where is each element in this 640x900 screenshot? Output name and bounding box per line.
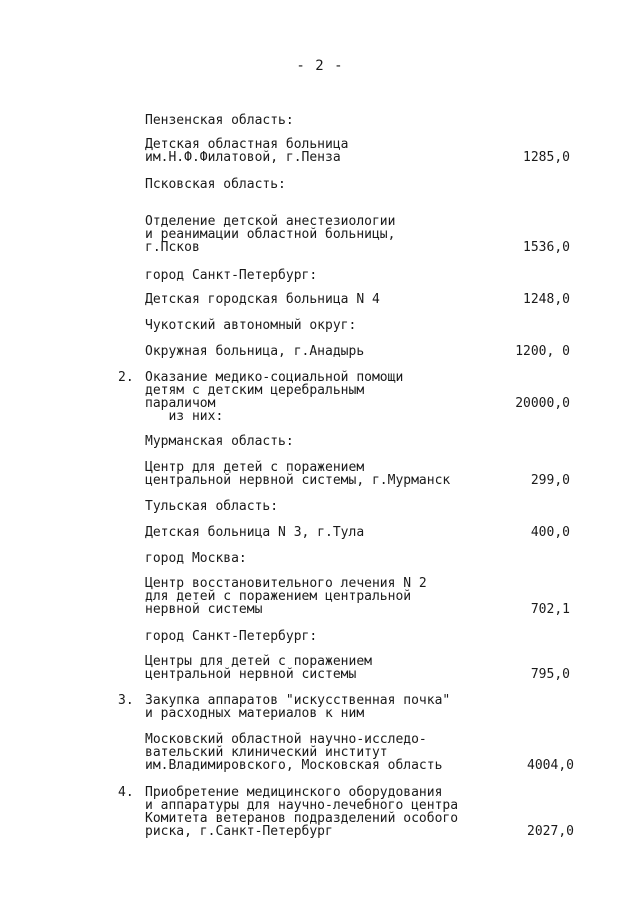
page-number: - 2 -	[296, 58, 344, 74]
region-header: город Санкт-Петербург:	[145, 629, 318, 644]
amount-value: 20000,0	[515, 396, 570, 411]
amount-value: 795,0	[530, 667, 570, 682]
amount-value: 1285,0	[523, 150, 570, 165]
institution-name: Центр для детей с поражением центральной нервной системы, г.Мурманск	[145, 460, 451, 488]
item-number: 3.	[118, 693, 134, 708]
region-header: Псковская область:	[145, 177, 286, 192]
region-header: город Москва:	[145, 551, 247, 566]
item-number: 2.	[118, 370, 134, 385]
institution-name: Детская городская больница N 4	[145, 292, 380, 307]
institution-name: Детская областная больница им.Н.Ф.Филатовой, г.Пенза	[145, 137, 349, 165]
amount-value: 299,0	[530, 473, 570, 488]
amount-value: 2027,0	[527, 824, 574, 839]
region-header: Чукотский автономный округ:	[145, 318, 357, 333]
region-header: город Санкт-Петербург:	[145, 268, 318, 283]
amount-value: 702,1	[530, 602, 570, 617]
item-number: 4.	[118, 785, 134, 800]
item-text: Закупка аппаратов "искусственная почка" и расходных материалов к ним	[145, 693, 451, 721]
institution-name: Отделение детской анестезиологии и реанимации областной больницы, г.Псков	[145, 214, 396, 255]
amount-value: 400,0	[530, 525, 570, 540]
amount-value: 4004,0	[527, 758, 574, 773]
institution-name: Московский областной научно-исследо- вательский клинический институт им.Владимировского, Московская область	[145, 732, 443, 773]
amount-value: 1248,0	[523, 292, 570, 307]
amount-value: 1536,0	[523, 240, 570, 255]
institution-name: Центры для детей с поражением центральной нервной системы	[145, 654, 372, 682]
region-header: Мурманская область:	[145, 434, 294, 449]
institution-name: Детская больница N 3, г.Тула	[145, 525, 365, 540]
region-header: Пензенская область:	[145, 113, 294, 128]
item-text: Приобретение медицинского оборудования и аппаратуры для научно-лечебного центра Комитета ветеранов подразделений особого риска, г.Санкт-Петербург	[145, 785, 459, 839]
region-header: Тульская область:	[145, 499, 279, 514]
institution-name: Окружная больница, г.Анадырь	[145, 344, 365, 359]
amount-value: 1200, 0	[515, 344, 570, 359]
item-text: Оказание медико-социальной помощи детям с детским церебральным параличом из них:	[145, 370, 404, 424]
institution-name: Центр восстановительного лечения N 2 для детей с поражением центральной нервной системы	[145, 576, 427, 617]
